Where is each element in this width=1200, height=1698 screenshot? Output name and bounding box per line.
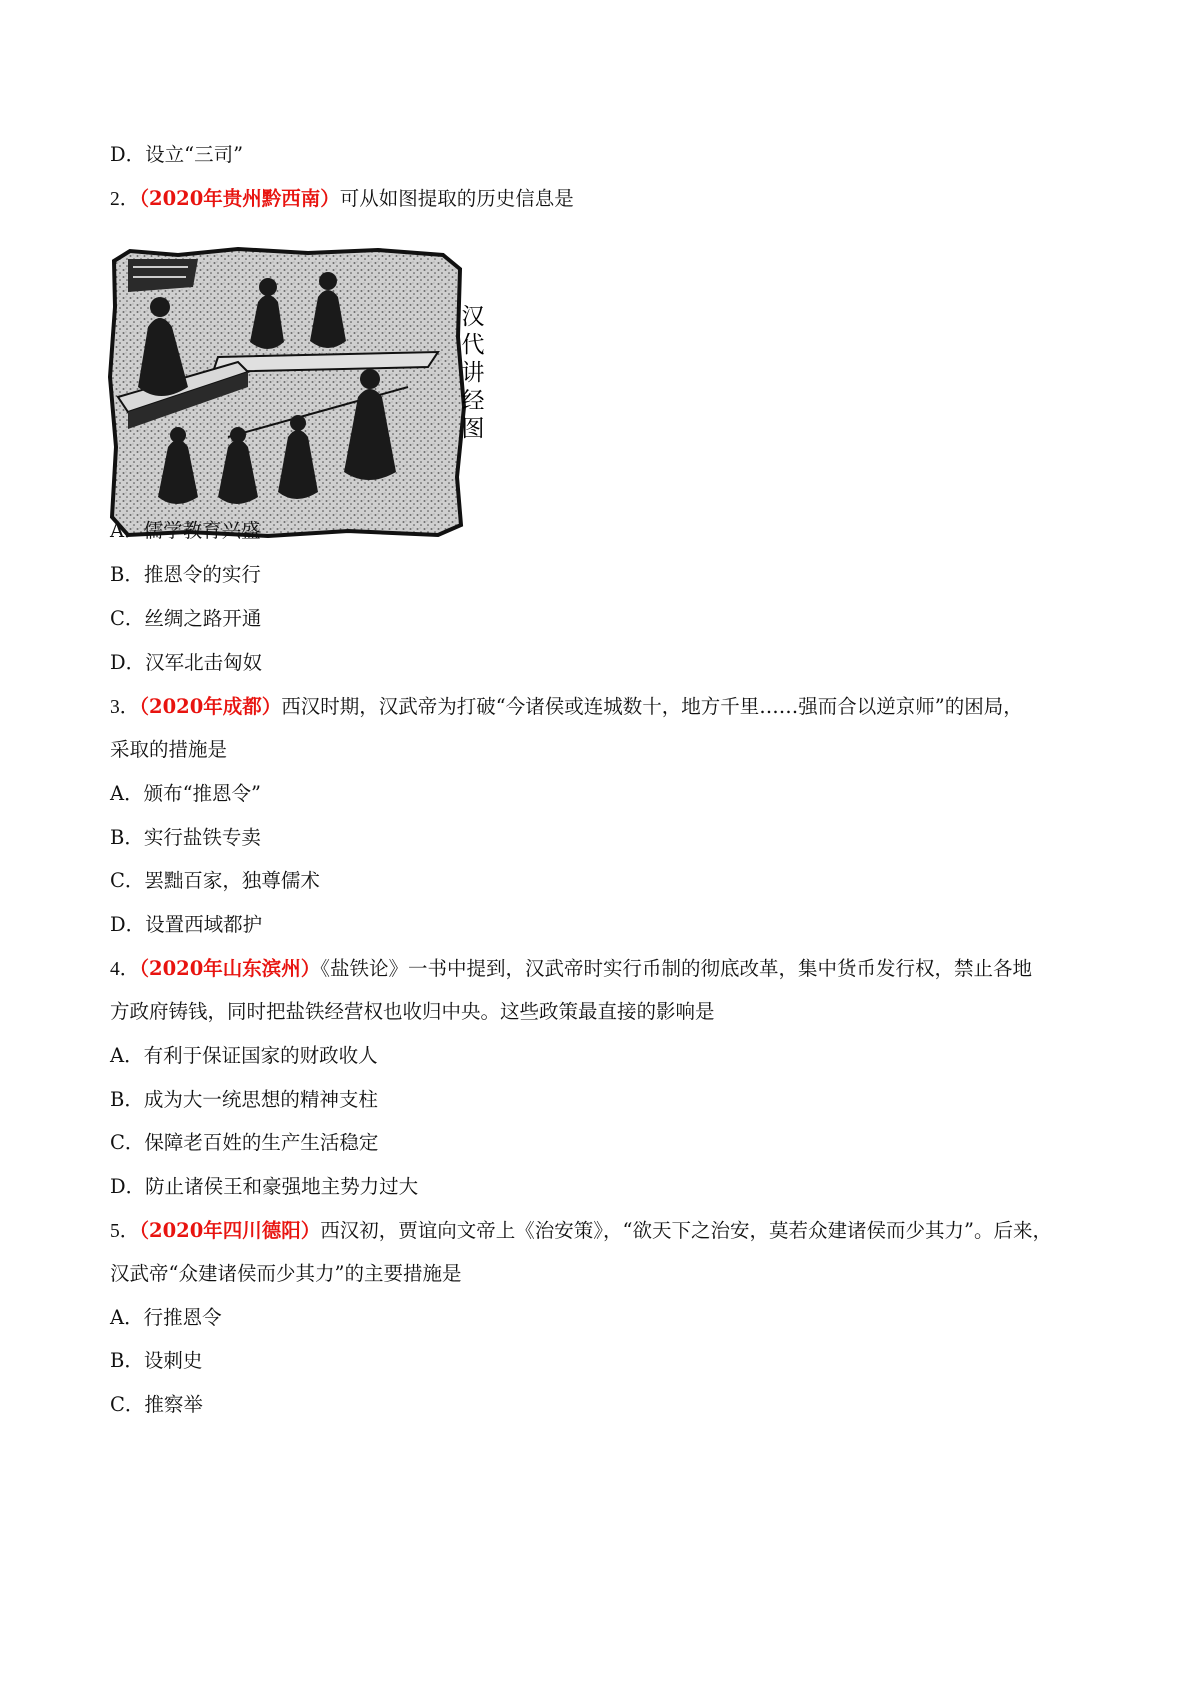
han-lecture-rubbing-image [108, 247, 468, 538]
q2-option-d: D．汉军北击匈奴 [110, 651, 263, 674]
q3-stem-line1: 西汉时期，汉武帝为打破“今诸侯或连城数十，地方千里……强而合以逆京师”的困局， [281, 695, 1023, 718]
q2-option-b: B．推恩令的实行 [110, 563, 261, 586]
q2-stem-text: 可从如图提取的历史信息是 [339, 187, 574, 210]
figure-caption [458, 303, 488, 443]
q4-option-b: B．成为大一统思想的精神支柱 [110, 1088, 378, 1111]
caption-char: 讲 [461, 360, 485, 386]
q4-stem [110, 956, 1032, 983]
q4-stem-line1: 《盐铁论》一书中提到，汉武帝时实行币制的彻底改革，集中货币发行权，禁止各地 [320, 957, 1033, 980]
q4-number: 4． [110, 959, 140, 980]
q4-stem-line2: 方政府铸钱，同时把盐铁经营权也收归中央。这些政策最直接的影响是 [110, 1000, 715, 1023]
caption-char: 经 [461, 388, 485, 414]
q3-stem-line2: 采取的措施是 [110, 738, 228, 761]
q4-option-d: D．防止诸侯王和豪强地主势力过大 [110, 1175, 419, 1198]
q2-number: 2． [110, 189, 140, 210]
q2-source: （2020年贵州黔西南） [139, 187, 340, 210]
q5-stem [110, 1218, 1052, 1245]
q3-number: 3． [110, 697, 140, 718]
q3-stem [110, 694, 1023, 721]
q4-source: （2020年山东滨州） [139, 957, 321, 980]
q5-stem-line1: 西汉初，贾谊向文帝上《治安策》，“欲天下之治安，莫若众建诸侯而少其力”。后来， [320, 1219, 1052, 1242]
q4-option-a: A．有利于保证国家的财政收人 [110, 1044, 378, 1067]
q2-stem [110, 186, 574, 213]
caption-char: 汉 [461, 304, 485, 330]
q5-source: （2020年四川德阳） [139, 1219, 321, 1242]
q2-option-a: A．儒学教育兴盛 [110, 519, 261, 542]
q5-stem-line2: 汉武帝“众建诸侯而少其力”的主要措施是 [110, 1262, 462, 1285]
q2-option-c: C．丝绸之路开通 [110, 607, 262, 630]
q5-option-c: C．推察举 [110, 1393, 203, 1416]
q1-option-d: D．设立“三司” [110, 143, 244, 166]
q3-option-b: B．实行盐铁专卖 [110, 826, 261, 849]
q3-source: （2020年成都） [139, 695, 282, 718]
q5-option-a: A．行推恩令 [110, 1306, 222, 1329]
q3-option-a: A．颁布“推恩令” [110, 782, 262, 805]
q5-option-b: B．设刺史 [110, 1349, 203, 1372]
q3-option-c: C．罢黜百家，独尊儒术 [110, 869, 320, 892]
caption-char: 图 [461, 416, 485, 442]
q3-option-d: D．设置西域都护 [110, 913, 263, 936]
caption-char: 代 [461, 332, 485, 358]
q5-number: 5． [110, 1221, 140, 1242]
q4-option-c: C．保障老百姓的生产生活稳定 [110, 1131, 379, 1154]
